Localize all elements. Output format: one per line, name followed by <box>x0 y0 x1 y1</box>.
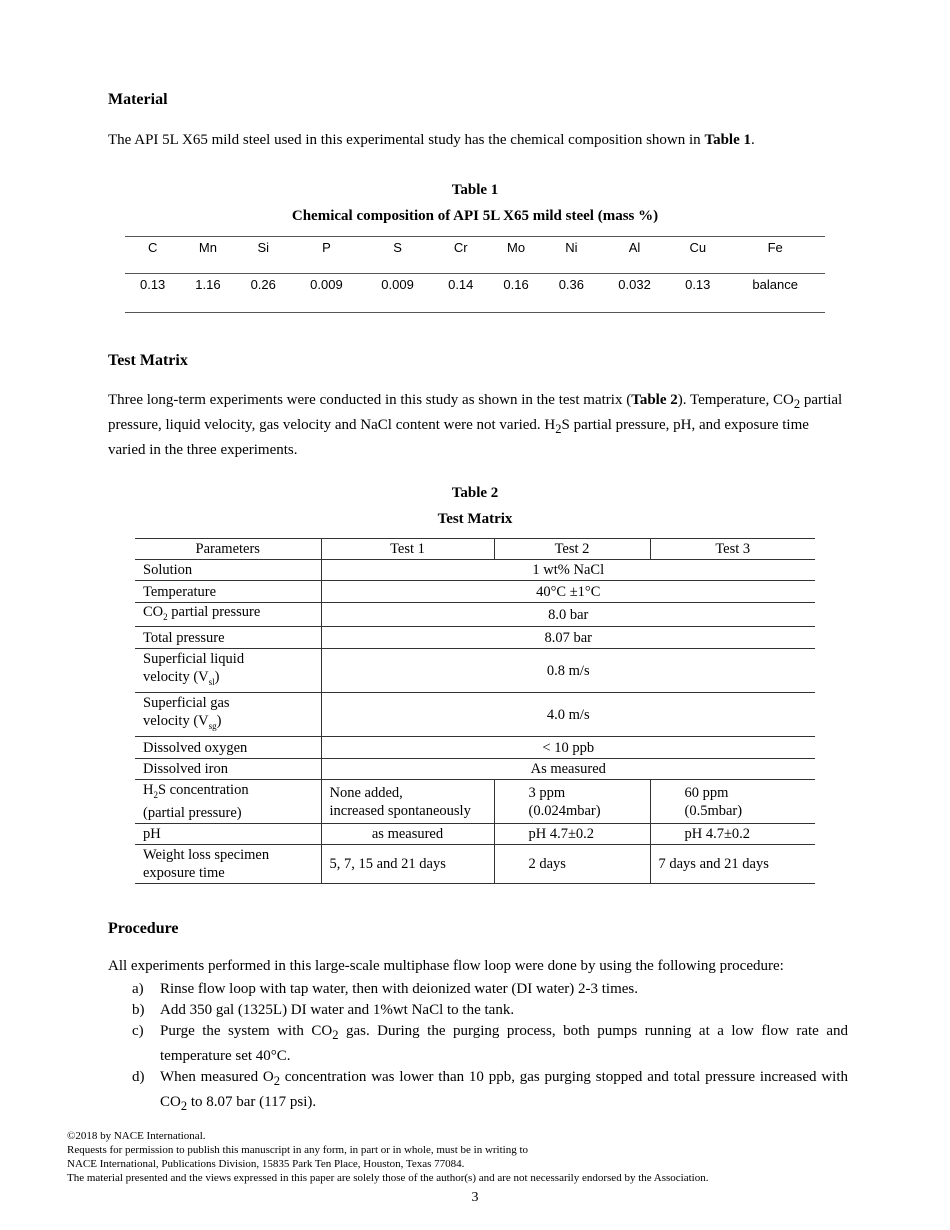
label-text: velocity (V <box>143 669 209 686</box>
test1-value: 5, 7, 15 and 21 days <box>321 845 494 884</box>
item-text: Purge the system with CO <box>160 1023 333 1039</box>
label-text: ) <box>214 669 220 686</box>
footer-line: NACE International, Publications Division, 15835 Park Ten Place, Houston, Texas 77084. <box>67 1158 465 1170</box>
param-value: 1 wt% NaCl <box>321 560 815 581</box>
composition-value-row <box>125 274 825 313</box>
subscript: sl <box>208 676 215 687</box>
composition-value: 0.009 <box>362 274 433 313</box>
value-line: (0.5mbar) <box>684 802 743 819</box>
subscript: 2 <box>332 1028 339 1042</box>
table-row <box>135 759 815 780</box>
test3-value <box>650 780 815 824</box>
test-matrix-heading: Test Matrix <box>108 352 188 369</box>
element-header: Cu <box>670 237 725 274</box>
subscript: sg <box>208 720 217 731</box>
param-value: 40°C ±1°C <box>321 581 815 603</box>
table-row <box>135 649 815 693</box>
header-test2: Test 2 <box>494 539 650 560</box>
composition-value: 0.032 <box>599 274 670 313</box>
material-heading: Material <box>108 91 168 108</box>
param-label: pH <box>135 824 321 845</box>
test1-value: as measured <box>321 824 494 845</box>
param-value: As measured <box>321 759 815 780</box>
tm-text: ). Temperature, CO <box>677 392 794 408</box>
subscript: 2 <box>273 1074 280 1088</box>
test-matrix-table <box>135 538 815 884</box>
procedure-heading: Procedure <box>108 920 179 937</box>
list-item <box>108 1000 848 1021</box>
param-label <box>135 780 321 824</box>
tm-text: Three long-term experiments were conducted in this study as shown in the test matrix ( <box>108 392 632 408</box>
list-item <box>108 979 848 1000</box>
table-row <box>135 581 815 603</box>
composition-header-row <box>125 237 825 274</box>
test2-value: 2 days <box>494 845 650 884</box>
item-text: Add 350 gal (1325L) DI water and 1%wt NaCl to the tank. <box>160 1002 515 1018</box>
page-number: 3 <box>471 1190 479 1205</box>
param-label: Dissolved iron <box>135 759 321 780</box>
value-line: (0.024mbar) <box>528 802 601 819</box>
subscript: 2 <box>163 611 168 622</box>
label-text: S concentration <box>157 782 249 799</box>
test3-value: pH 4.7±0.2 <box>650 824 815 845</box>
material-text: The API 5L X65 mild steel used in this experimental study has the chemical composition shown in <box>108 132 705 148</box>
composition-value: 0.14 <box>433 274 488 313</box>
param-label <box>135 649 321 693</box>
element-header: Ni <box>544 237 599 274</box>
test3-value: 7 days and 21 days <box>650 845 815 884</box>
composition-value: 0.16 <box>488 274 543 313</box>
param-label: Solution <box>135 560 321 581</box>
table2-caption-title: Test Matrix <box>437 511 513 527</box>
procedure-intro: All experiments performed in this large-scale multiphase flow loop were done by using the following procedure: <box>108 958 784 974</box>
label-text: Superficial gas <box>143 695 230 712</box>
table-row <box>135 737 815 759</box>
table-row <box>135 603 815 627</box>
label-text: Superficial liquid <box>143 651 245 668</box>
table-row <box>135 693 815 737</box>
label-text: (partial pressure) <box>143 804 242 821</box>
material-paragraph <box>108 130 848 151</box>
param-value: 8.0 bar <box>321 603 815 627</box>
value-line: 3 ppm <box>528 784 566 801</box>
subscript: 2 <box>180 1099 188 1113</box>
item-marker: c) <box>132 1023 144 1039</box>
header-parameters: Parameters <box>135 539 321 560</box>
element-header: Cr <box>433 237 488 274</box>
subscript: 2 <box>153 789 158 800</box>
header-test3: Test 3 <box>650 539 815 560</box>
item-text: concentration was lower than 10 ppb, gas purging stopped and total pressure increased with CO <box>160 1069 848 1110</box>
table-row <box>135 560 815 581</box>
param-value: 0.8 m/s <box>321 649 815 693</box>
label-text: exposure time <box>143 865 225 881</box>
element-header: Mn <box>180 237 235 274</box>
param-label <box>135 845 321 884</box>
table2-ref: Table 2 <box>631 392 678 408</box>
composition-value: 0.13 <box>125 274 180 313</box>
param-label <box>135 603 321 627</box>
test-matrix-paragraph <box>108 390 848 461</box>
table-row <box>135 627 815 649</box>
element-header: Si <box>236 237 291 274</box>
table-row <box>135 780 815 824</box>
test2-value <box>494 780 650 824</box>
test2-value: pH 4.7±0.2 <box>494 824 650 845</box>
param-value: 4.0 m/s <box>321 693 815 737</box>
param-value: < 10 ppb <box>321 737 815 759</box>
table1-caption-number: Table 1 <box>451 182 499 198</box>
param-label: Total pressure <box>135 627 321 649</box>
item-marker: b) <box>132 1002 145 1018</box>
param-label <box>135 693 321 737</box>
table-row <box>135 845 815 884</box>
composition-value: 0.36 <box>544 274 599 313</box>
header-test1: Test 1 <box>321 539 494 560</box>
param-label: Dissolved oxygen <box>135 737 321 759</box>
label-text: ) <box>216 713 222 730</box>
item-text: to 8.07 bar (117 psi). <box>187 1094 317 1110</box>
table-row <box>135 824 815 845</box>
list-item <box>108 1067 848 1117</box>
composition-table <box>125 236 825 313</box>
table1-ref: Table 1 <box>704 132 751 148</box>
item-text: gas. During the purging process, both pumps running at a low flow rate and temperature set 40°C. <box>160 1023 848 1064</box>
material-text-end: . <box>750 132 755 148</box>
label-text: partial pressure <box>167 604 261 621</box>
subscript: 2 <box>555 422 562 436</box>
element-header: S <box>362 237 433 274</box>
footer-line: Requests for permission to publish this manuscript in any form, in part or in whole, must be in writing to <box>67 1144 529 1156</box>
list-item <box>108 1021 848 1067</box>
procedure-list <box>108 979 848 1117</box>
item-text: When measured O <box>160 1069 274 1085</box>
composition-value: balance <box>725 274 825 313</box>
element-header: Mo <box>488 237 543 274</box>
composition-value: 0.009 <box>291 274 362 313</box>
value-line: 60 ppm <box>684 784 729 801</box>
label-text: Weight loss specimen <box>143 847 270 863</box>
matrix-header-row <box>135 539 815 560</box>
item-marker: d) <box>132 1069 145 1085</box>
value-line: None added, <box>329 784 403 801</box>
label-text: velocity (V <box>143 713 209 730</box>
footer-line: The material presented and the views expressed in this paper are solely those of the author(s) and are not necessarily endorsed by the Association. <box>67 1172 709 1184</box>
table1-caption-title: Chemical composition of API 5L X65 mild steel (mass %) <box>291 208 659 224</box>
tm-text: partial pressure, liquid velocity, gas velocity and NaCl content were not varied. H <box>108 392 843 433</box>
element-header: C <box>125 237 180 274</box>
item-marker: a) <box>132 981 144 997</box>
subscript: 2 <box>793 397 801 411</box>
label-text: H <box>143 782 154 799</box>
element-header: Al <box>599 237 670 274</box>
item-text: Rinse flow loop with tap water, then with deionized water (DI water) 2-3 times. <box>160 981 639 997</box>
param-label: Temperature <box>135 581 321 603</box>
composition-value: 1.16 <box>180 274 235 313</box>
value-line: increased spontaneously <box>329 802 471 819</box>
element-header: Fe <box>725 237 825 274</box>
footer-line: ©2018 by NACE International. <box>67 1130 206 1142</box>
composition-value: 0.13 <box>670 274 725 313</box>
tm-text: S partial pressure, pH, and exposure time varied in the three experiments. <box>108 417 809 458</box>
test1-value <box>321 780 494 824</box>
composition-value: 0.26 <box>236 274 291 313</box>
element-header: P <box>291 237 362 274</box>
label-text: CO <box>143 604 164 621</box>
table2-caption-number: Table 2 <box>451 485 499 501</box>
copyright-footer <box>67 1129 708 1185</box>
param-value: 8.07 bar <box>321 627 815 649</box>
